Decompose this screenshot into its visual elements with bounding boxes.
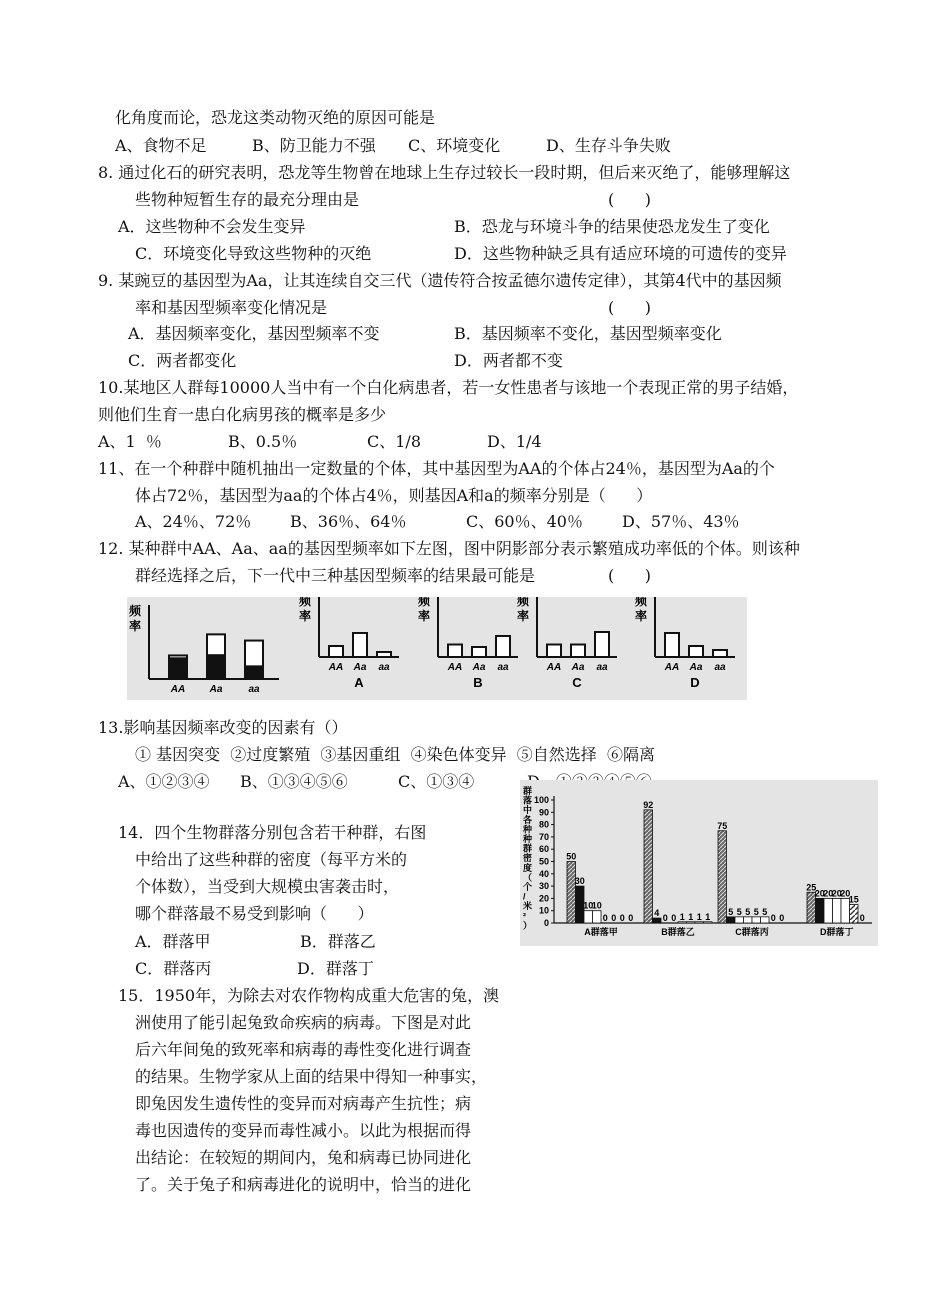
q7-option-a[interactable]: A、食物不足: [115, 136, 207, 155]
y-tick-label: 60: [538, 844, 549, 855]
q11-option-d[interactable]: D、57％、43％: [622, 512, 740, 531]
y-axis-label-char: /: [523, 891, 526, 902]
q13-option-c[interactable]: C、①③④: [398, 772, 475, 791]
y-tick-label: 90: [538, 807, 549, 818]
q14-option-b[interactable]: B．群落乙: [300, 932, 376, 951]
y-tick-label: 20: [538, 893, 549, 904]
y-axis-label: 率: [635, 609, 648, 623]
bar-value-label: 5: [745, 906, 751, 917]
q14-option-c[interactable]: C．群落丙: [135, 959, 212, 978]
bar-aa: [713, 650, 727, 657]
category-label: B群落乙: [661, 927, 695, 937]
bar-value-label: 5: [728, 906, 734, 917]
bar-aa: [571, 645, 585, 658]
bar-aa: [448, 645, 462, 658]
density-bar: [744, 917, 753, 923]
q12-genotype-figure: [127, 597, 747, 700]
genotype-label: aa: [714, 662, 726, 673]
genotype-label: AA: [447, 662, 463, 673]
q12-stem-line2: 群经选择之后，下一代中三种基因型频率的结果最可能是: [135, 566, 536, 585]
q9-stem-line1: 9. 某豌豆的基因型为Aa，让其连续自交三代（遗传符合按孟德尔遗传定律），其第4代中的基因频: [98, 271, 782, 290]
genotype-label: Aa: [571, 662, 585, 673]
q8-answer-paren[interactable]: ( ): [608, 190, 651, 209]
q8-option-a[interactable]: A．这些物种不会发生变异: [118, 217, 306, 236]
q13-option-b[interactable]: B、①③④⑤⑥: [240, 772, 348, 791]
shaded-portion-aa: [207, 654, 225, 679]
density-bar: [850, 905, 859, 923]
q15-line7: 出结论：在较短的期间内，兔和病毒已协同进化: [135, 1148, 472, 1167]
genotype-label: aa: [596, 662, 608, 673]
y-axis-label: 频: [129, 604, 142, 618]
bar-value-label: 1: [696, 911, 702, 922]
group-1: [643, 800, 712, 937]
density-bar: [704, 922, 713, 923]
y-axis-label: 频: [517, 597, 530, 608]
y-axis-label-char: 各: [523, 814, 533, 825]
q15-line6: 毒也因遗传的变异而毒性减小。以此为根据而得: [135, 1121, 472, 1140]
bar-value-label: 5: [736, 906, 742, 917]
genotype-label: Aa: [472, 662, 486, 673]
bar-aa: [472, 647, 486, 657]
q12-answer-paren[interactable]: ( ): [608, 566, 651, 585]
shaded-portion-aa: [169, 657, 187, 679]
bar-aa: [547, 645, 561, 658]
y-axis-label-char: 落: [523, 795, 533, 806]
bar-aa: [496, 636, 510, 657]
bar-aa: [689, 646, 703, 657]
q9-option-d[interactable]: D．两者都不变: [454, 351, 563, 370]
q15-line8: 了。关于兔子和病毒进化的说明中，恰当的进化: [135, 1175, 472, 1194]
q11-option-a[interactable]: A、24％、72％: [135, 512, 252, 531]
genotype-label: AA: [170, 684, 186, 695]
q9-stem-line2: 率和基因型频率变化情况是: [135, 298, 328, 317]
bar-value-label: 15: [848, 894, 859, 905]
y-axis-label: 频: [299, 597, 312, 608]
genotype-label: AA: [328, 662, 344, 673]
bar-value-label: 20: [814, 888, 825, 899]
q15-line1: 15．1950年，为除去对农作物构成重大危害的兔，澳: [118, 986, 500, 1005]
bar-value-label: 10: [591, 900, 602, 911]
bar-aa: [353, 633, 367, 657]
q7-stem: 化角度而论，恐龙这类动物灭绝的原因可能是: [115, 108, 436, 127]
bar-aa: [377, 652, 391, 657]
bar-value-label: 0: [619, 913, 625, 923]
bar-value-label: 0: [662, 913, 668, 923]
q8-stem-line1: 8. 通过化石的研究表明，恐龙等生物曾在地球上生存过较长一段时期，但后来灭绝了，能够理解这: [98, 163, 791, 182]
q9-option-c[interactable]: C．两者都变化: [128, 351, 237, 370]
q12-original-panel: [129, 603, 279, 695]
bar-value-label: 0: [628, 913, 634, 923]
genotype-label: Aa: [353, 662, 367, 673]
bar-value-label: 1: [705, 911, 711, 922]
genotype-label: AA: [664, 662, 680, 673]
y-axis-label: 率: [129, 619, 142, 633]
q12-genotype-figure-svg: [127, 597, 747, 700]
y-axis-label: 率: [418, 609, 431, 623]
q10-stem-line1: 10.某地区人群每10000人当中有一个白化病患者，若一女性患者与该地一个表现正常的男子结婚，: [98, 378, 799, 397]
bar-value-label: 50: [566, 851, 577, 862]
y-axis-label-char: ²: [523, 910, 526, 921]
bar-value-label: 0: [779, 913, 785, 923]
density-bar: [824, 898, 833, 923]
q14-stem-line1: 14．四个生物群落分别包含若干种群，右图: [118, 823, 427, 842]
y-axis-label: 率: [517, 609, 530, 623]
density-bar: [761, 917, 770, 923]
q12-option-panel-b: [418, 597, 518, 690]
genotype-label: aa: [248, 684, 260, 695]
y-axis-label: 频: [418, 597, 431, 608]
genotype-label: AA: [546, 662, 562, 673]
q15-line3: 后六年间兔的致死率和病毒的毒性变化进行调查: [135, 1040, 472, 1059]
bar-value-label: 20: [840, 888, 851, 899]
y-axis-label: 率: [299, 609, 312, 623]
q11-stem-line1: 11、在一个种群中随机抽出一定数量的个体，其中基因型为AA的个体占24％，基因型为Aa的个: [98, 459, 775, 478]
q8-option-c[interactable]: C．环境变化导致这些物种的灭绝: [135, 244, 372, 263]
density-bar: [584, 911, 593, 923]
density-bar: [653, 918, 662, 923]
q13-factor-list: ① 基因突变 ②过度繁殖 ③基因重组 ④染色体变异 ⑤自然选择 ⑥隔离: [135, 745, 655, 764]
bar-value-label: 10: [583, 900, 594, 911]
bar-value-label: 1: [688, 911, 694, 922]
bar-value-label: 0: [602, 913, 608, 923]
q9-option-b[interactable]: B．基因频率不变化，基因型频率变化: [454, 324, 722, 343]
genotype-label: aa: [378, 662, 390, 673]
density-bar: [718, 831, 727, 923]
q11-stem-line2: 体占72％，基因型为aa的个体占4％，则基因A和a的频率分别是（ ）: [135, 486, 653, 505]
category-label: D群落丁: [820, 927, 854, 937]
q14-option-a[interactable]: A．群落甲: [135, 932, 211, 951]
bar-value-label: 0: [770, 913, 776, 923]
y-axis-label-char: 种: [523, 824, 533, 835]
q7-option-d[interactable]: D、生存斗争失败: [546, 136, 671, 155]
density-bar: [727, 917, 736, 923]
density-bar: [752, 917, 761, 923]
q11-option-c[interactable]: C、60％、40％: [466, 512, 583, 531]
group-2: [717, 821, 784, 937]
y-tick-label: 50: [538, 856, 549, 867]
q8-option-d[interactable]: D．这些物种缺乏具有适应环境的可遗传的变异: [454, 244, 787, 263]
q7-option-c[interactable]: C、环境变化: [408, 136, 501, 155]
genotype-label: Aa: [689, 662, 703, 673]
q13-option-a[interactable]: A、①②③④: [118, 772, 210, 791]
y-tick-label: 100: [533, 795, 549, 805]
bar-value-label: 75: [717, 820, 728, 831]
y-tick-label: 10: [538, 905, 549, 916]
category-label: A群落甲: [584, 927, 618, 937]
density-bar: [833, 898, 842, 923]
bar-aa: [665, 633, 679, 657]
y-axis-label-char: 群: [523, 786, 533, 796]
q11-option-b[interactable]: B、36％、64％: [290, 512, 407, 531]
q12-option-panel-c: [517, 597, 617, 690]
q8-option-b[interactable]: B．恐龙与环境斗争的结果使恐龙发生了变化: [454, 217, 770, 236]
density-bar: [816, 898, 825, 923]
q10-option-d[interactable]: D、1/4: [487, 432, 542, 451]
bar-value-label: 30: [574, 876, 585, 887]
q15-line5: 即兔因发生遗传性的变异而对病毒产生抗性；病: [135, 1094, 472, 1113]
q15-line4: 的结果。生物学家从上面的结果中得知一种事实，: [135, 1067, 488, 1086]
density-bar: [593, 911, 602, 923]
bar-value-label: 0: [611, 913, 617, 923]
genotype-label: Aa: [209, 684, 223, 695]
q14-stem-line3: 个体数），当受到大规模虫害袭击时，: [135, 877, 400, 896]
density-bar: [567, 862, 576, 924]
y-tick-label: 70: [538, 831, 549, 842]
q14-density-chart-svg: [520, 780, 878, 946]
bar-value-label: 0: [859, 913, 865, 923]
y-axis-label-char: 种: [523, 834, 533, 844]
q7-option-b[interactable]: B、防卫能力不强: [252, 136, 376, 155]
y-axis-label-char: 群: [523, 843, 533, 854]
q14-option-d[interactable]: D．群落丁: [297, 959, 374, 978]
q10-option-b[interactable]: B、0.5％: [228, 432, 298, 451]
q12-option-panel-a: [299, 597, 399, 690]
q15-line2: 洲使用了能引起兔致命疾病的病毒。下图是对此: [135, 1013, 472, 1032]
density-bar: [687, 922, 696, 923]
q13-stem: 13.影响基因频率改变的因素有（）: [98, 718, 348, 737]
density-bar: [678, 922, 687, 923]
q8-stem-line2: 些物种短暂生存的最充分理由是: [135, 190, 360, 209]
q9-answer-paren[interactable]: ( ): [608, 298, 651, 317]
bar-value-label: 20: [823, 888, 834, 899]
genotype-label: aa: [497, 662, 509, 673]
q10-option-a[interactable]: A、1 ％: [98, 432, 162, 451]
y-tick-label: 40: [538, 868, 549, 879]
bar-aa: [595, 632, 609, 657]
bar-value-label: 5: [753, 906, 759, 917]
density-bar: [644, 810, 653, 923]
option-label: D: [690, 675, 700, 690]
group-3: [806, 882, 865, 937]
bar-aa: [329, 646, 343, 657]
q9-option-a[interactable]: A．基因频率变化，基因型频率不变: [128, 324, 380, 343]
q14-density-chart: [520, 780, 878, 946]
q14-stem-line4: 哪个群落最不易受到影响（ ）: [135, 904, 374, 923]
bar-value-label: 4: [654, 908, 660, 919]
q10-stem-line2: 则他们生育一患白化病男孩的概率是多少: [98, 405, 387, 424]
option-label: C: [572, 675, 582, 690]
q12-stem-line1: 12. 某种群中AA、Aa、aa的基因型频率如下左图，图中阴影部分表示繁殖成功率低的个体。则该种: [98, 539, 800, 558]
bar-value-label: 92: [643, 799, 654, 810]
y-axis-label-char: 密: [523, 853, 533, 864]
density-bar: [695, 922, 704, 923]
y-tick-label: 30: [538, 881, 549, 892]
y-axis-label: 频: [635, 597, 648, 608]
q10-option-c[interactable]: C、1/8: [367, 432, 421, 451]
bar-value-label: 25: [806, 882, 817, 893]
y-axis-label-char: （: [523, 872, 533, 883]
bar-value-label: 20: [831, 888, 842, 899]
q14-stem-line2: 中给出了这些种群的密度（每平方米的: [135, 850, 408, 869]
bar-value-label: 5: [762, 906, 768, 917]
y-axis-label-char: 个: [523, 882, 533, 892]
y-axis-label-char: 中: [523, 805, 533, 816]
density-bar: [735, 917, 744, 923]
y-tick-label: 80: [538, 819, 549, 830]
group-0: [566, 852, 633, 938]
y-axis-label-char: 度: [523, 862, 533, 873]
category-label: C群落丙: [735, 927, 769, 937]
q12-option-panel-d: [635, 597, 735, 690]
y-axis-label-char: ）: [523, 920, 533, 931]
y-axis-label-char: 米: [523, 901, 533, 912]
option-label: A: [354, 675, 364, 690]
bar-value-label: 0: [671, 913, 677, 923]
shaded-portion-aa: [245, 665, 263, 679]
y-tick-label: 0: [543, 918, 549, 928]
bar-value-label: 1: [679, 911, 685, 922]
option-label: B: [473, 675, 483, 690]
